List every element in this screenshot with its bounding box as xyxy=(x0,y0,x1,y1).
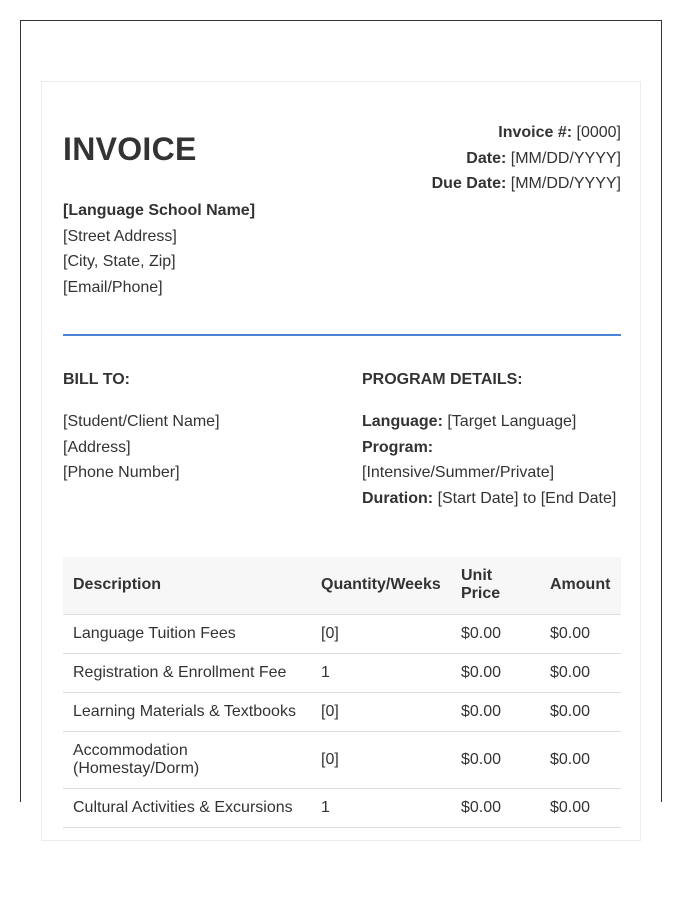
row-unit-price: $0.00 xyxy=(451,692,540,731)
row-unit-price: $0.00 xyxy=(451,653,540,692)
row-description: Accommodation (Homestay/Dorm) xyxy=(63,731,311,788)
program-duration-line xyxy=(362,486,624,512)
invoice-date-line xyxy=(432,146,621,172)
column-header-amount: Amount xyxy=(540,557,621,614)
row-unit-price: $0.00 xyxy=(451,614,540,653)
invoice-number-value: [0000] xyxy=(576,124,621,141)
school-street: [Street Address] xyxy=(63,227,177,245)
row-unit-price: $0.00 xyxy=(451,731,540,788)
invoice-meta xyxy=(432,120,621,197)
row-description: Learning Materials & Textbooks xyxy=(63,692,311,731)
table-row xyxy=(63,788,621,827)
program-language-label: Language: xyxy=(362,413,443,430)
row-quantity: 1 xyxy=(311,653,451,692)
bill-to-phone: [Phone Number] xyxy=(63,464,180,481)
table-row xyxy=(63,692,621,731)
row-description: Cultural Activities & Excursions xyxy=(63,788,311,827)
table-row xyxy=(63,614,621,653)
column-header-description: Description xyxy=(63,557,311,614)
column-header-quantity: Quantity/Weeks xyxy=(311,557,451,614)
row-quantity: 1 xyxy=(311,788,451,827)
row-amount: $0.00 xyxy=(540,731,621,788)
row-quantity: [0] xyxy=(311,731,451,788)
bill-to-name: [Student/Client Name] xyxy=(63,413,220,430)
program-type-value: [Intensive/Summer/Private] xyxy=(362,464,555,481)
program-duration-label: Duration: xyxy=(362,489,434,507)
row-description: Registration & Enrollment Fee xyxy=(63,653,311,692)
bill-to-details xyxy=(63,409,220,486)
program-details-heading: PROGRAM DETAILS: xyxy=(362,371,523,388)
school-name: [Language School Name] xyxy=(63,202,256,219)
row-unit-price: $0.00 xyxy=(451,788,540,827)
invoice-due-label: Due Date: xyxy=(431,175,507,192)
school-contact: [Email/Phone] xyxy=(63,278,163,296)
row-description: Language Tuition Fees xyxy=(63,614,311,653)
invoice-date-value: [MM/DD/YYYY] xyxy=(510,149,621,167)
table-header-row xyxy=(63,557,621,614)
bill-to-heading: BILL TO: xyxy=(63,371,130,388)
row-amount: $0.00 xyxy=(540,692,621,731)
line-items-table xyxy=(63,557,621,828)
header-divider xyxy=(63,334,621,336)
table-row xyxy=(63,731,621,788)
row-amount: $0.00 xyxy=(540,788,621,827)
row-amount: $0.00 xyxy=(540,653,621,692)
school-city: [City, State, Zip] xyxy=(63,253,176,270)
invoice-due-value: [MM/DD/YYYY] xyxy=(510,175,621,192)
invoice-title: INVOICE xyxy=(63,131,197,167)
program-type-label: Program: xyxy=(362,438,434,456)
invoice-due-line xyxy=(432,171,621,197)
row-quantity: [0] xyxy=(311,614,451,653)
school-info xyxy=(63,198,255,300)
row-amount: $0.00 xyxy=(540,614,621,653)
invoice-card xyxy=(41,81,641,841)
column-header-unit-price: Unit Price xyxy=(451,557,540,614)
invoice-date-label: Date: xyxy=(466,149,507,167)
bill-to-address: [Address] xyxy=(63,438,131,456)
program-language-line xyxy=(362,409,624,435)
program-duration-value: [Start Date] to [End Date] xyxy=(437,489,617,507)
program-details xyxy=(362,409,624,511)
invoice-number-label: Invoice #: xyxy=(498,124,573,141)
invoice-number-line xyxy=(432,120,621,146)
program-language-value: [Target Language] xyxy=(447,413,577,430)
row-quantity: [0] xyxy=(311,692,451,731)
page-frame xyxy=(20,20,662,816)
table-row xyxy=(63,653,621,692)
